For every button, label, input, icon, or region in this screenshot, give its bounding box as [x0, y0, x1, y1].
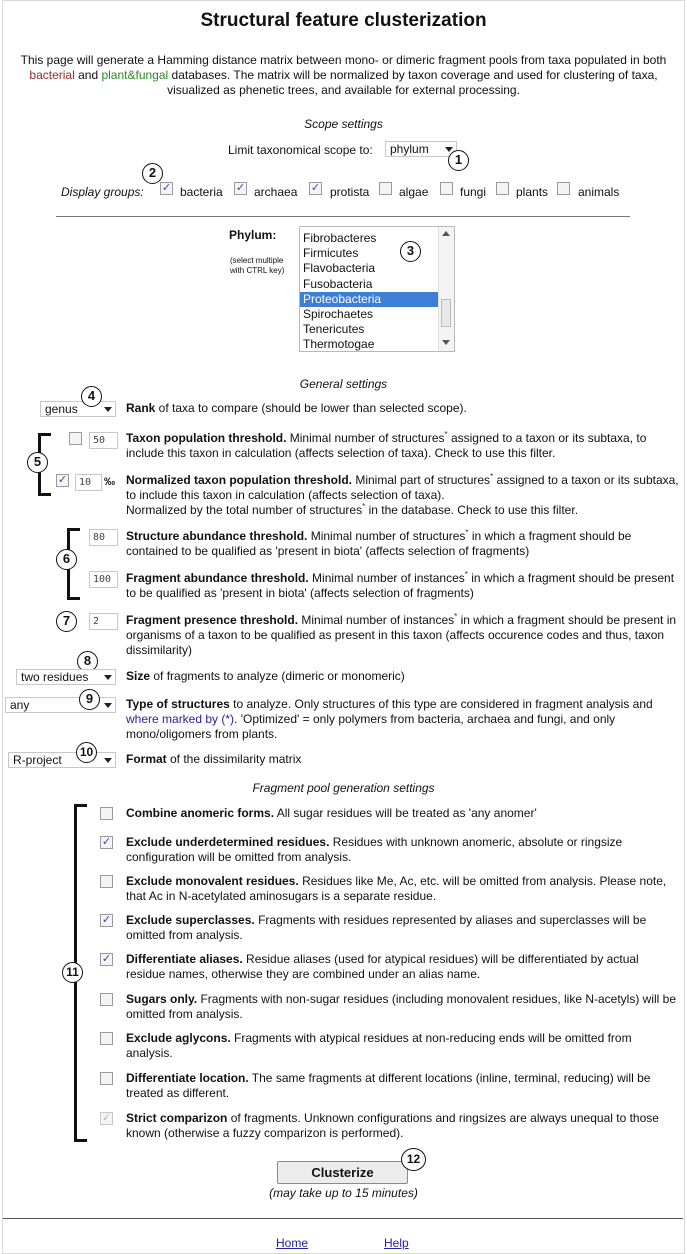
structure-abundance-description	[126, 529, 681, 559]
marker-11: 11	[62, 962, 83, 983]
limit-scope-label: Limit taxonomical scope to:	[228, 143, 373, 157]
fragment-option-checkbox[interactable]	[100, 1032, 113, 1045]
struct-abund-text1: Minimal number of structures	[307, 529, 466, 543]
group-label-archaea: archaea	[254, 185, 298, 199]
marker-1: 1	[448, 150, 469, 171]
where-marked-link[interactable]: where marked by (*)	[126, 712, 235, 726]
check-icon: ✓	[235, 182, 246, 194]
phylum-option[interactable]: Flavobacteria	[303, 261, 376, 276]
fragment-option-text: Residues like Me, Ac, etc. will be omitted from analysis. Please note, that Ac in N-acetylated aminosugars is a separate residue.	[126, 874, 667, 903]
phylum-option[interactable]: Thermotogae	[303, 337, 375, 352]
intro-and: and	[74, 68, 102, 82]
intro-part-2: databases. The matrix will be normalized by taxon coverage and used for clustering of taxa, visualized as phenetic trees, and available for external processing.	[167, 68, 658, 97]
marker-3: 3	[400, 241, 421, 262]
asterisk-marker: *	[490, 472, 494, 481]
taxon-pop-text2: assigned to a taxon or its subtaxa, to include this taxon in calculation (affects selection of taxa). Check to use this filter.	[126, 431, 647, 460]
fragment-option-text: Residue aliases (used for atypical residues) will be differentiated by actual residue names, otherwise they are combined under an alias name.	[126, 952, 639, 981]
check-icon: ✓	[101, 914, 112, 926]
asterisk-marker: *	[362, 502, 366, 511]
fragment-option-checkbox[interactable]	[100, 836, 113, 849]
rank-text: of taxa to compare (should be lower than selected scope).	[155, 401, 467, 415]
check-icon: ✓	[101, 953, 112, 965]
fragment-option-title: Exclude underdetermined residues.	[126, 835, 330, 849]
size-text: of fragments to analyze (dimeric or monomeric)	[150, 669, 405, 683]
home-link[interactable]: Home	[276, 1236, 309, 1250]
check-icon: ✓	[101, 1112, 112, 1124]
fragment-option-description	[126, 874, 681, 904]
fragment-option-title: Exclude superclasses.	[126, 913, 255, 927]
format-select[interactable]	[8, 752, 116, 768]
marker-4: 4	[81, 386, 102, 407]
asterisk-marker: *	[464, 570, 468, 579]
norm-text2: assigned to a taxon or its subtaxa, to include this taxon in calculation (affects selection of taxa).	[126, 473, 679, 502]
fragment-option-text: All sugar residues will be treated as 'any anomer'	[274, 806, 537, 820]
fragment-option-text: of fragments. Unknown configurations and ringsizes are always unequal to those known (otherwise a fuzzy comparizon is performed).	[126, 1111, 659, 1140]
scope-select[interactable]	[385, 141, 457, 157]
fragment-option-description	[126, 806, 681, 821]
norm-text3: Normalized by the total number of structures	[126, 503, 363, 517]
fragment-option-text: Fragments with non-sugar residues (including monovalent residues, like N-acetyls) will be omitted from analysis.	[126, 992, 677, 1021]
format-select-value: R-project	[13, 753, 62, 767]
check-icon: ✓	[161, 182, 172, 194]
structure-abundance-input[interactable]: 80	[89, 529, 118, 546]
marker-7: 7	[56, 611, 77, 632]
rank-description	[126, 401, 681, 416]
phylum-option[interactable]: Tenericutes	[303, 322, 365, 337]
group-label-protista: protista	[330, 185, 370, 199]
type-text1: to analyze. Only structures of this type are considered in fragment analysis and	[229, 697, 653, 711]
fragment-option-title: Differentiate aliases.	[126, 952, 243, 966]
footer-divider	[3, 1218, 683, 1219]
rank-select-value: genus	[45, 402, 78, 416]
fragment-option-title: Exclude aglycons.	[126, 1031, 231, 1045]
check-icon: ✓	[101, 836, 112, 848]
scroll-up-icon[interactable]	[442, 231, 450, 236]
chevron-down-icon	[104, 675, 112, 680]
group-label-algae: algae	[399, 185, 429, 199]
fragment-option-description	[126, 1111, 681, 1141]
asterisk-marker: *	[465, 528, 469, 537]
norm-text4: in the database. Check to use this filter.	[365, 503, 579, 517]
chevron-down-icon	[104, 703, 112, 708]
phylum-option[interactable]: Fusobacteria	[303, 276, 373, 291]
phylum-hint-2: with CTRL key)	[230, 266, 285, 275]
fragment-option-text: Fragments with atypical residues at non-reducing ends will be omitted from analysis.	[126, 1031, 632, 1060]
clusterize-button[interactable]: Clusterize	[277, 1161, 408, 1184]
check-icon: ✓	[57, 474, 68, 486]
group-label-animals: animals	[578, 185, 620, 199]
fragment-abundance-input[interactable]: 100	[89, 571, 118, 588]
phylum-hint-1: (select multiple	[230, 256, 284, 265]
structure-type-value: any	[10, 698, 30, 712]
fragment-option-checkbox[interactable]	[100, 914, 113, 927]
clusterize-note: (may take up to 15 minutes)	[269, 1186, 418, 1200]
marker-9: 9	[79, 689, 100, 710]
scope-settings-title: Scope settings	[304, 117, 383, 131]
marker-12: 12	[401, 1148, 426, 1171]
phylum-listbox[interactable]	[299, 226, 455, 352]
size-select[interactable]	[16, 669, 116, 685]
fragment-abundance-description	[126, 571, 681, 601]
chevron-down-icon	[104, 407, 112, 412]
fragment-settings-title: Fragment pool generation settings	[252, 781, 435, 795]
fragment-option-checkbox[interactable]	[100, 1112, 113, 1125]
help-link[interactable]: Help	[384, 1236, 409, 1250]
bacterial-db-label: bacterial	[29, 68, 75, 82]
fragment-option-title: Differentiate location.	[126, 1071, 249, 1085]
type-text2: . 'Optimized' = only polymers from bacteria, archaea and fungi, and only mono/oligomers from plants.	[126, 712, 616, 741]
normalized-taxon-checkbox[interactable]	[56, 474, 69, 487]
fragment-option-title: Sugars only.	[126, 992, 198, 1006]
frag-presence-text2: in which a fragment should be present in organisms of a taxon to be qualified as present in this taxon (affects occurence codes and thus, taxon dissimilarity)	[126, 613, 677, 657]
asterisk-marker: *	[454, 612, 458, 621]
frag-abund-text2: in which a fragment should be present to be qualified as 'present in biota' (affects selection of fragments)	[126, 571, 675, 600]
permille-unit: ‰	[104, 476, 115, 488]
fragment-option-description	[126, 913, 681, 943]
group-checkbox-plants[interactable]	[496, 182, 509, 195]
scroll-thumb[interactable]	[441, 299, 451, 327]
fragment-option-title: Exclude monovalent residues.	[126, 874, 299, 888]
taxon-pop-text1: Minimal number of structures	[286, 431, 445, 445]
phylum-option[interactable]: Fibrobacteres	[303, 231, 377, 245]
fragment-option-text: Residues with unknown anomeric, absolute or ringsize configuration will be omitted from analysis.	[126, 835, 623, 864]
format-text: of the dissimilarity matrix	[166, 752, 302, 766]
fragment-option-description	[126, 1031, 681, 1061]
frag-presence-bold: Fragment presence threshold.	[126, 613, 299, 627]
fragment-option-text: The same fragments at different locations (inline, terminal, reducing) will be treated as different.	[126, 1071, 651, 1100]
fragment-option-checkbox[interactable]	[100, 807, 113, 820]
display-groups-label: Display groups:	[61, 185, 144, 199]
normalized-taxon-input[interactable]: 10	[75, 474, 102, 491]
size-select-value: two residues	[21, 670, 89, 684]
phylum-label: Phylum:	[229, 228, 277, 242]
format-bold: Format	[126, 752, 167, 766]
group-checkbox-protista[interactable]	[309, 182, 322, 195]
listbox-scrollbar[interactable]	[438, 227, 454, 351]
group-checkbox-archaea[interactable]	[234, 182, 247, 195]
phylum-option[interactable]: Proteobacteria	[300, 292, 439, 307]
fragment-option-description	[126, 835, 681, 865]
fragment-option-checkbox[interactable]	[100, 1072, 113, 1085]
chevron-down-icon	[104, 758, 112, 763]
struct-abund-text2: in which a fragment should be contained to be qualified as 'present in biota' (affects selection of fragments)	[126, 529, 632, 558]
fragment-option-text: Fragments with residues represented by aliases and superclasses will be omitted from analysis.	[126, 913, 647, 942]
phylum-option[interactable]: Spirochaetes	[303, 306, 374, 321]
taxon-pop-bold: Taxon population threshold.	[126, 431, 287, 445]
intro-part-1: This page will generate a Hamming distance matrix between mono- or dimeric fragment pools from taxa populated in both	[20, 53, 667, 67]
frag-presence-text1: Minimal number of instances	[298, 613, 455, 627]
phylum-option[interactable]: Firmicutes	[303, 246, 359, 261]
marker-5: 5	[27, 452, 48, 473]
marker-6: 6	[56, 549, 77, 570]
taxon-population-description	[126, 431, 681, 461]
scope-divider	[56, 216, 630, 217]
fragment-presence-input[interactable]: 2	[89, 613, 118, 630]
fragment-option-title: Combine anomeric forms.	[126, 806, 275, 820]
size-bold: Size	[126, 669, 151, 683]
structure-type-description	[126, 697, 681, 742]
fragment-option-description	[126, 1071, 681, 1101]
norm-bold: Normalized taxon population threshold.	[126, 473, 353, 487]
taxon-population-input[interactable]: 50	[89, 432, 118, 449]
rank-bold: Rank	[126, 401, 156, 415]
plantfungal-db-label: plant&fungal	[101, 68, 169, 82]
group-label-plants: plants	[516, 185, 549, 199]
group-checkbox-fungi[interactable]	[440, 182, 453, 195]
frag-abund-text1: Minimal number of instances	[308, 571, 465, 585]
intro-text	[8, 53, 679, 98]
marker-8: 8	[77, 651, 98, 672]
group-checkbox-algae[interactable]	[379, 182, 392, 195]
asterisk-marker: *	[444, 430, 448, 439]
taxon-population-checkbox[interactable]	[69, 432, 82, 445]
fragment-option-checkbox[interactable]	[100, 875, 113, 888]
fragment-option-checkbox[interactable]	[100, 993, 113, 1006]
group-checkbox-animals[interactable]	[557, 182, 570, 195]
group-label-bacteria: bacteria	[180, 185, 223, 199]
norm-text1: Minimal part of structures	[352, 473, 491, 487]
fragment-option-checkbox[interactable]	[100, 953, 113, 966]
format-description	[126, 752, 681, 767]
group-checkbox-bacteria[interactable]	[160, 182, 173, 195]
fragment-option-description	[126, 992, 681, 1022]
fragment-option-description	[126, 952, 681, 982]
marker-10: 10	[76, 742, 97, 763]
normalized-taxon-description	[126, 473, 681, 518]
fragment-option-title: Strict comparizon	[126, 1111, 228, 1125]
marker-2: 2	[142, 163, 163, 184]
rank-select[interactable]	[40, 401, 116, 417]
group-label-fungi: fungi	[460, 185, 487, 199]
size-description	[126, 669, 681, 684]
type-bold: Type of structures	[126, 697, 230, 711]
general-settings-title: General settings	[299, 377, 388, 391]
scroll-down-icon[interactable]	[442, 340, 450, 345]
frag-abund-bold: Fragment abundance threshold.	[126, 571, 309, 585]
check-icon: ✓	[310, 182, 321, 194]
struct-abund-bold: Structure abundance threshold.	[126, 529, 308, 543]
page-title: Structural feature clusterization	[200, 10, 487, 31]
fragment-presence-description	[126, 613, 681, 658]
scope-select-value: phylum	[390, 142, 429, 156]
